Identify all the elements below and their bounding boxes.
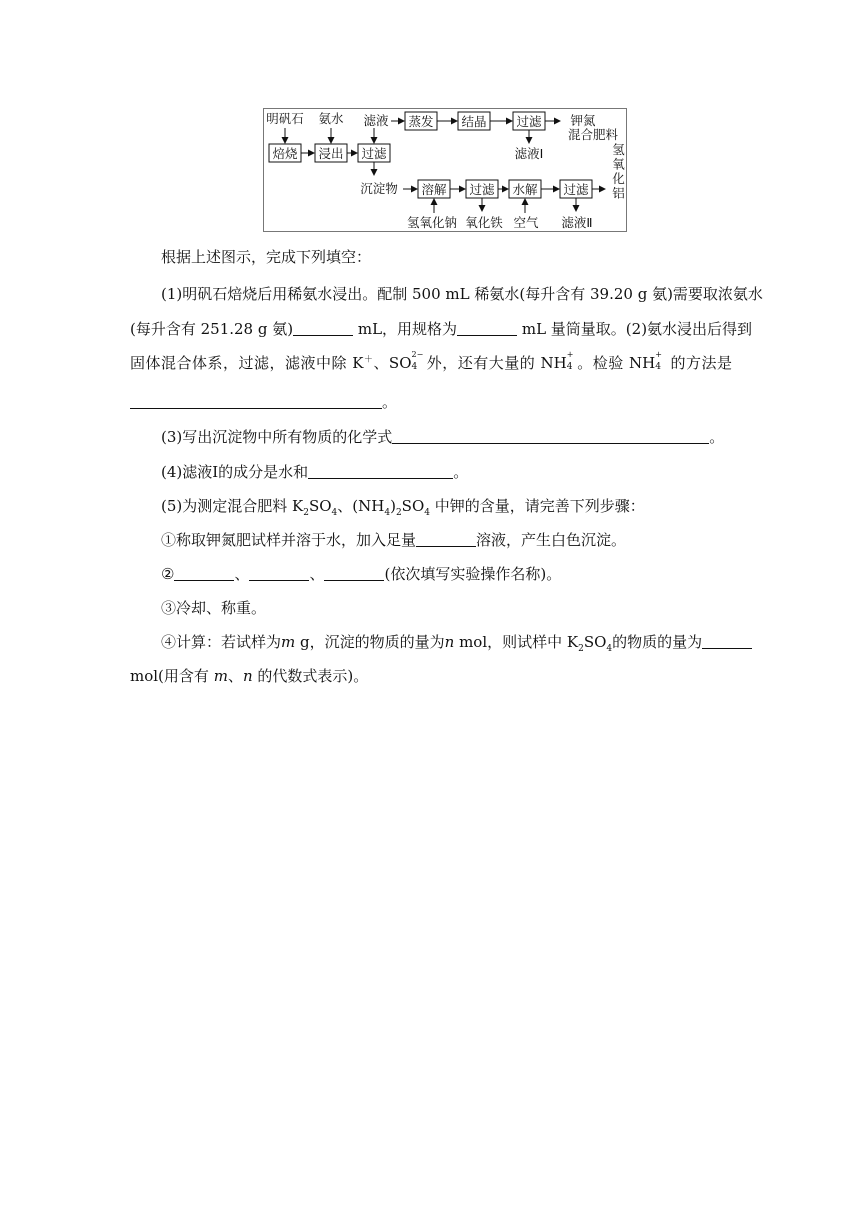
label-filtrate-2: 滤液Ⅱ	[561, 215, 593, 230]
question-1-line-2: (每升含有 251.28 g 氨) mL，用规格为 mL 量筒量取。(2)氨水浸出后得到	[130, 320, 753, 338]
label-leach: 浸出	[318, 146, 344, 161]
answer-blank-operation-3[interactable]	[324, 565, 384, 581]
label-fertilizer-line1: 钾氮	[570, 113, 596, 128]
label-filter-1: 过滤	[361, 146, 387, 161]
label-precipitate: 沉淀物	[360, 181, 398, 196]
answer-blank-filtrate-1[interactable]	[308, 463, 453, 479]
label-aloh3: 氢氧化铝	[610, 143, 626, 201]
label-filtrate: 滤液	[363, 113, 389, 128]
label-ammonia: 氨水	[318, 111, 344, 126]
question-2-line-1: 固体混合体系，过滤，滤液中除 K＋、SO 2− 4 外，还有大量的 NH + 4 。检验 NH + 4 的方法是	[130, 350, 732, 372]
label-naoh: 氢氧化钠	[406, 215, 458, 230]
label-filter-3: 过滤	[469, 182, 495, 197]
step-2-line: ② 、 、 (依次填写实验操作名称)。	[161, 565, 562, 583]
answer-blank-precipitate-formulas[interactable]	[392, 428, 709, 444]
answer-blank-reagent[interactable]	[416, 531, 476, 547]
question-4-line: (4)滤液Ⅰ的成分是水和 。	[161, 463, 469, 481]
label-raw-material: 明矾石	[266, 111, 304, 126]
answer-blank-nh4-test[interactable]	[130, 393, 382, 409]
question-2-line-2: 。	[130, 391, 732, 413]
intro-line: 根据上述图示，完成下列填空：	[161, 248, 372, 266]
step-4-line-1: ④计算：若试样为m g，沉淀的物质的量为n mol，则试样中 $K_2SO_4$的物质的量为	[161, 631, 732, 653]
answer-blank-volume[interactable]	[293, 320, 353, 336]
label-fertilizer-line2: 混合肥料	[567, 127, 619, 142]
answer-blank-operation-2[interactable]	[249, 565, 309, 581]
label-crystallize: 结晶	[461, 114, 487, 129]
label-evaporate: 蒸发	[408, 114, 434, 129]
label-hydrolyze: 水解	[512, 182, 538, 197]
answer-blank-k2so4-amount[interactable]	[702, 633, 752, 649]
label-air: 空气	[513, 215, 539, 230]
label-filtrate-1: 滤液Ⅰ	[514, 146, 544, 161]
process-flow-diagram	[263, 108, 627, 232]
label-filter-2: 过滤	[516, 114, 542, 129]
answer-blank-cylinder-size[interactable]	[457, 320, 517, 336]
question-3-line: (3)写出沉淀物中所有物质的化学式 。	[161, 428, 725, 446]
question-5-line: (5)为测定混合肥料 $K_2SO_4$、$(NH_4)_2SO_4$ 中钾的含量，请完善下列步骤：	[161, 497, 645, 518]
label-dissolve: 溶解	[421, 182, 447, 197]
question-1-line-1: (1)明矾石焙烧后用稀氨水浸出。配制 500 mL 稀氨水(每升含有 39.20 g 氨)需要取浓氨水	[161, 285, 763, 303]
step-1-line: ①称取钾氮肥试样并溶于水，加入足量 溶液，产生白色沉淀。	[161, 531, 627, 549]
step-4-line-2: mol(用含有 m、n 的代数式表示)。	[130, 667, 369, 685]
label-filter-4: 过滤	[563, 182, 589, 197]
step-3-line: ③冷却、称重。	[161, 599, 267, 617]
label-roast: 焙烧	[272, 146, 298, 161]
label-fe2o3: 氧化铁	[465, 215, 503, 230]
answer-blank-operation-1[interactable]	[174, 565, 234, 581]
